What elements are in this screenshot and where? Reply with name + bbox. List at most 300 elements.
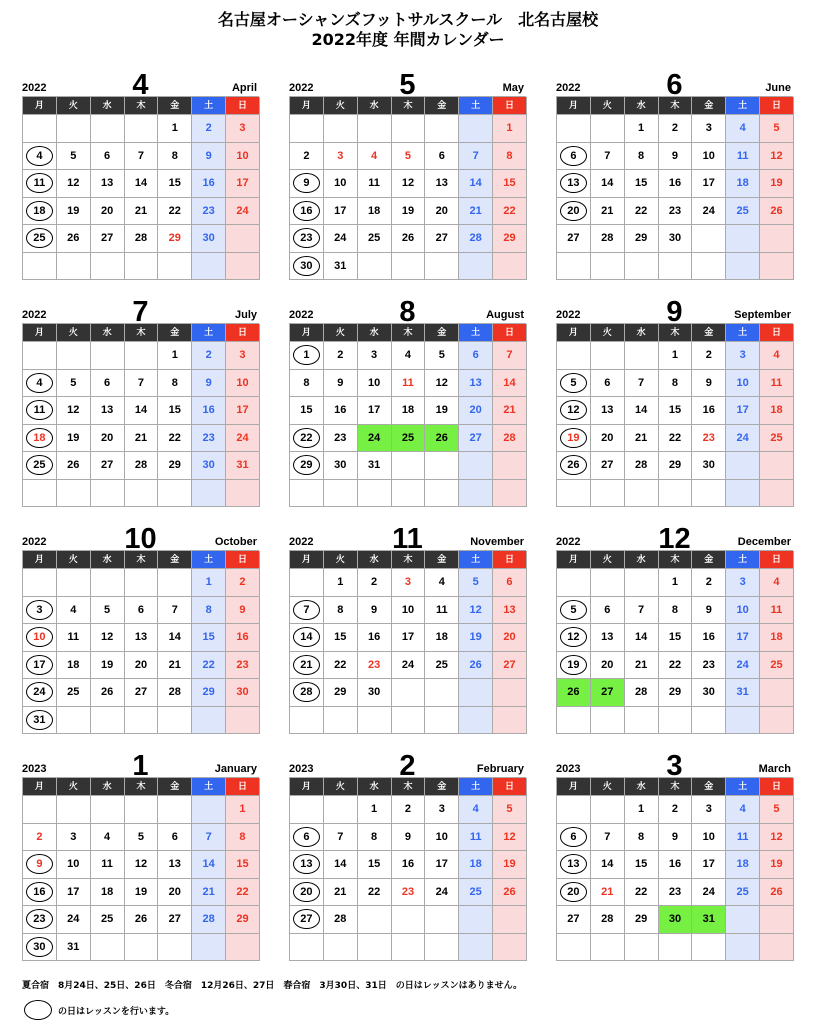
day-number: 7 [638, 603, 645, 616]
day-cell [358, 906, 392, 934]
day-number: 2 [371, 576, 378, 588]
day-number: 30 [702, 459, 715, 471]
day-cell [125, 370, 159, 398]
day-number: 26 [100, 686, 114, 698]
day-number: 16 [367, 631, 381, 643]
month-header [22, 295, 259, 328]
month-number: 9 [666, 296, 683, 328]
day-number: 9 [205, 376, 212, 389]
day-cell [625, 452, 659, 480]
day-number: 27 [435, 232, 448, 244]
day-number: 2 [36, 830, 43, 843]
day-cell [192, 370, 226, 398]
day-number: 21 [601, 204, 614, 217]
lesson-circle-icon [560, 600, 587, 620]
day-cell [91, 225, 125, 253]
day-number: 19 [503, 858, 516, 870]
day-cell [692, 879, 726, 907]
weekday-header: 木 [659, 778, 693, 796]
day-cell [226, 851, 260, 879]
weekday-header: 月 [290, 97, 324, 115]
day-cell [459, 879, 493, 907]
day-cell [358, 143, 392, 171]
lesson-circle-icon [293, 345, 320, 365]
weekday-header: 月 [557, 551, 591, 569]
day-cell [125, 480, 159, 508]
day-cell [425, 253, 459, 281]
day-number: 24 [236, 431, 249, 444]
month-english-name: January [214, 763, 257, 775]
day-cell [324, 569, 358, 597]
day-cell [57, 707, 91, 735]
day-cell [557, 569, 591, 597]
day-cell [760, 425, 794, 453]
day-number: 27 [601, 686, 614, 698]
day-number: 11 [736, 149, 749, 162]
day-cell [91, 170, 125, 198]
day-cell [591, 569, 625, 597]
weekday-header: 月 [23, 778, 57, 796]
day-cell [192, 796, 226, 824]
day-cell [290, 198, 324, 226]
weekday-header: 金 [158, 97, 192, 115]
month-english-name: May [502, 82, 524, 94]
day-number: 15 [334, 631, 347, 643]
day-number: 11 [33, 404, 46, 416]
day-number: 6 [104, 149, 111, 162]
day-cell [692, 370, 726, 398]
day-cell [358, 198, 392, 226]
day-cell [459, 652, 493, 680]
day-cell [324, 652, 358, 680]
day-cell [493, 115, 527, 143]
month-grid [22, 550, 259, 734]
day-cell [459, 370, 493, 398]
lesson-circle-icon [293, 173, 320, 193]
day-number: 29 [634, 232, 648, 244]
lesson-circle-icon [293, 256, 320, 276]
day-cell [125, 934, 159, 962]
day-cell [290, 879, 324, 907]
day-number: 12 [67, 177, 80, 189]
day-number: 28 [300, 686, 313, 698]
day-cell [726, 342, 760, 370]
day-cell [493, 225, 527, 253]
day-number: 23 [202, 204, 215, 217]
day-cell [358, 679, 392, 707]
day-cell [425, 707, 459, 735]
day-cell [91, 851, 125, 879]
day-cell [692, 906, 726, 934]
title-line2: 2022年度 年間カレンダー [311, 30, 505, 49]
day-number: 30 [702, 686, 715, 698]
weekday-header: 木 [392, 97, 426, 115]
day-number: 24 [702, 885, 715, 898]
weekday-header: 火 [591, 551, 625, 569]
day-cell [392, 679, 426, 707]
day-number: 19 [770, 858, 783, 870]
lesson-circle-icon [26, 428, 53, 448]
day-number: 4 [36, 149, 43, 162]
day-cell [23, 906, 57, 934]
day-cell [692, 679, 726, 707]
weekday-header: 日 [226, 551, 260, 569]
day-number: 26 [567, 459, 580, 471]
day-number: 12 [435, 376, 448, 389]
day-number: 3 [70, 830, 77, 843]
day-number: 4 [773, 349, 780, 361]
day-number: 26 [770, 885, 783, 898]
day-cell [591, 397, 625, 425]
day-number: 15 [668, 404, 682, 416]
day-cell [23, 879, 57, 907]
day-number: 16 [668, 177, 682, 189]
day-number: 27 [469, 431, 482, 444]
day-cell [358, 851, 392, 879]
day-number: 22 [202, 658, 215, 671]
day-cell [692, 198, 726, 226]
day-number: 21 [202, 885, 215, 898]
day-number: 11 [469, 830, 482, 843]
day-number: 18 [736, 858, 749, 870]
day-cell [425, 906, 459, 934]
month-header [289, 295, 526, 328]
lesson-circle-icon [26, 201, 53, 221]
weekday-header: 火 [57, 551, 91, 569]
day-number: 30 [236, 686, 249, 698]
day-number: 13 [134, 631, 148, 643]
day-cell [692, 934, 726, 962]
day-cell [726, 707, 760, 735]
day-number: 20 [567, 885, 580, 898]
day-cell [557, 851, 591, 879]
day-cell [158, 934, 192, 962]
day-cell [57, 824, 91, 852]
month-grid [22, 96, 259, 280]
day-number: 18 [435, 631, 448, 643]
day-number: 16 [202, 177, 215, 189]
day-number: 18 [401, 404, 415, 416]
day-cell [192, 851, 226, 879]
day-number: 19 [469, 631, 482, 643]
day-cell [493, 452, 527, 480]
day-cell [625, 934, 659, 962]
day-cell [57, 397, 91, 425]
day-cell [425, 452, 459, 480]
day-cell [23, 115, 57, 143]
day-cell [125, 624, 159, 652]
day-number: 9 [705, 376, 712, 389]
day-number: 30 [33, 940, 46, 953]
day-cell [192, 624, 226, 652]
day-cell [125, 597, 159, 625]
day-cell [324, 597, 358, 625]
day-number: 14 [634, 404, 648, 416]
day-number: 7 [205, 830, 212, 843]
day-number: 18 [33, 204, 46, 217]
day-cell [158, 397, 192, 425]
day-number: 14 [168, 631, 181, 643]
day-cell [192, 906, 226, 934]
day-cell [425, 115, 459, 143]
day-cell [358, 652, 392, 680]
day-cell [557, 824, 591, 852]
day-cell [392, 480, 426, 508]
day-cell [591, 934, 625, 962]
day-cell [591, 370, 625, 398]
day-number: 5 [70, 376, 77, 389]
day-cell [23, 452, 57, 480]
month-calendar [289, 522, 526, 734]
month-calendar [22, 295, 259, 507]
day-number: 25 [469, 885, 482, 898]
day-cell [625, 225, 659, 253]
day-cell [760, 597, 794, 625]
day-cell [760, 879, 794, 907]
month-calendar [22, 749, 259, 961]
day-cell [358, 115, 392, 143]
day-number: 6 [303, 830, 310, 843]
weekday-header: 木 [392, 778, 426, 796]
day-number: 15 [503, 177, 516, 189]
month-number: 11 [392, 523, 423, 555]
weekday-header: 金 [425, 97, 459, 115]
day-cell [324, 624, 358, 652]
day-cell [692, 452, 726, 480]
weekday-header: 火 [591, 778, 625, 796]
day-cell [192, 480, 226, 508]
day-cell [659, 796, 693, 824]
lesson-circle-icon [293, 827, 320, 847]
day-number: 11 [770, 376, 783, 389]
month-english-name: October [214, 536, 257, 548]
day-number: 25 [100, 913, 114, 925]
day-number: 23 [236, 658, 249, 671]
day-cell [57, 452, 91, 480]
day-cell [158, 425, 192, 453]
day-number: 9 [404, 830, 412, 843]
day-cell [493, 906, 527, 934]
day-cell [493, 480, 527, 508]
day-cell [158, 824, 192, 852]
day-cell [392, 934, 426, 962]
day-cell [358, 370, 392, 398]
weekday-header: 月 [290, 324, 324, 342]
day-cell [557, 115, 591, 143]
day-cell [125, 253, 159, 281]
day-cell [226, 624, 260, 652]
day-cell [158, 452, 192, 480]
day-cell [392, 170, 426, 198]
weekday-header: 月 [557, 97, 591, 115]
day-cell [23, 397, 57, 425]
day-number: 11 [402, 376, 414, 389]
month-calendar [556, 295, 793, 507]
month-number: 6 [666, 69, 683, 101]
day-number: 7 [303, 603, 310, 616]
day-cell [91, 480, 125, 508]
day-number: 22 [236, 885, 249, 898]
day-number: 3 [239, 122, 246, 134]
weekday-header: 木 [392, 324, 426, 342]
day-cell [192, 397, 226, 425]
day-cell [625, 851, 659, 879]
day-cell [324, 425, 358, 453]
day-number: 31 [33, 713, 46, 726]
day-cell [23, 624, 57, 652]
legend-oval-icon [24, 1000, 52, 1020]
month-number: 7 [132, 296, 149, 328]
title-line1: 名古屋オーシャンズフットサルスクール 北名古屋校 [217, 10, 599, 29]
weekday-header: 火 [324, 97, 358, 115]
day-number: 1 [671, 349, 679, 361]
day-cell [625, 397, 659, 425]
day-number: 23 [202, 431, 215, 444]
day-number: 9 [671, 149, 679, 162]
day-number: 30 [334, 459, 347, 471]
day-number: 8 [171, 149, 178, 162]
day-number: 10 [334, 177, 347, 189]
day-number: 10 [236, 376, 249, 389]
day-cell [324, 253, 358, 281]
lesson-circle-icon [293, 600, 320, 620]
day-cell [760, 253, 794, 281]
day-number: 10 [236, 149, 249, 162]
day-number: 11 [67, 631, 80, 643]
day-cell [726, 624, 760, 652]
camp-note: 夏合宿 8月24日、25日、26日 冬合宿 12月26日、27日 春合宿 3月30日、31日 の日はレッスンはありません。 [22, 981, 523, 991]
day-number: 8 [171, 376, 178, 389]
day-number: 21 [168, 658, 181, 671]
day-cell [726, 569, 760, 597]
day-cell [226, 679, 260, 707]
year-label: 2022 [289, 536, 314, 548]
day-number: 13 [100, 177, 114, 189]
day-number: 27 [134, 686, 148, 698]
day-number: 24 [367, 431, 381, 444]
day-number: 21 [300, 658, 313, 671]
day-cell [290, 480, 324, 508]
day-cell [625, 679, 659, 707]
day-cell [659, 225, 693, 253]
lesson-circle-icon [26, 228, 53, 248]
day-number: 15 [367, 858, 381, 870]
day-cell [493, 679, 527, 707]
day-cell [692, 796, 726, 824]
day-number: 22 [300, 431, 313, 444]
day-cell [425, 879, 459, 907]
day-cell [459, 796, 493, 824]
day-cell [659, 452, 693, 480]
day-cell [358, 624, 392, 652]
day-cell [91, 652, 125, 680]
lesson-circle-icon [26, 146, 53, 166]
month-calendar [22, 522, 259, 734]
lesson-circle-icon [26, 909, 53, 929]
day-cell [23, 425, 57, 453]
day-cell [91, 370, 125, 398]
day-number: 25 [33, 459, 46, 471]
day-cell [392, 597, 426, 625]
day-cell [459, 851, 493, 879]
day-cell [459, 170, 493, 198]
day-number: 5 [438, 349, 445, 361]
weekday-header: 火 [324, 778, 358, 796]
day-number: 17 [435, 858, 448, 870]
day-cell [557, 906, 591, 934]
weekday-header: 水 [91, 97, 125, 115]
day-number: 2 [671, 122, 679, 134]
day-number: 17 [236, 404, 249, 416]
day-cell [57, 370, 91, 398]
month-english-name: August [486, 309, 524, 321]
day-cell [158, 225, 192, 253]
day-cell [425, 934, 459, 962]
day-cell [158, 652, 192, 680]
month-number: 12 [658, 523, 691, 555]
day-number: 30 [668, 913, 682, 925]
lesson-circle-icon [560, 827, 587, 847]
day-cell [493, 569, 527, 597]
day-number: 25 [736, 204, 749, 217]
day-number: 20 [134, 658, 148, 671]
day-cell [692, 851, 726, 879]
day-cell [358, 796, 392, 824]
day-number: 26 [435, 431, 448, 444]
day-number: 16 [202, 404, 215, 416]
day-cell [358, 707, 392, 735]
day-cell [625, 707, 659, 735]
day-cell [760, 115, 794, 143]
day-number: 17 [702, 858, 715, 870]
weekday-header: 金 [158, 551, 192, 569]
day-number: 21 [634, 431, 648, 444]
day-number: 21 [503, 404, 516, 416]
day-number: 28 [202, 913, 215, 925]
year-label: 2022 [22, 536, 47, 548]
day-cell [659, 624, 693, 652]
day-cell [158, 115, 192, 143]
day-number: 21 [469, 204, 482, 217]
day-number: 17 [67, 885, 80, 898]
day-number: 10 [401, 603, 415, 616]
day-number: 8 [205, 603, 212, 616]
day-cell [392, 652, 426, 680]
day-cell [493, 342, 527, 370]
day-cell [726, 597, 760, 625]
day-cell [324, 225, 358, 253]
month-number: 2 [399, 750, 416, 782]
day-cell [493, 824, 527, 852]
day-cell [290, 652, 324, 680]
year-label: 2022 [556, 309, 581, 321]
day-cell [392, 879, 426, 907]
day-cell [226, 143, 260, 171]
day-cell [459, 225, 493, 253]
day-number: 18 [33, 431, 46, 444]
day-cell [91, 115, 125, 143]
day-cell [692, 115, 726, 143]
day-number: 29 [168, 459, 181, 471]
lesson-circle-icon [560, 854, 587, 874]
day-cell [290, 115, 324, 143]
day-number: 11 [736, 830, 749, 843]
day-number: 31 [67, 940, 80, 953]
day-cell [726, 906, 760, 934]
day-cell [493, 707, 527, 735]
day-cell [57, 425, 91, 453]
month-header [556, 749, 793, 782]
